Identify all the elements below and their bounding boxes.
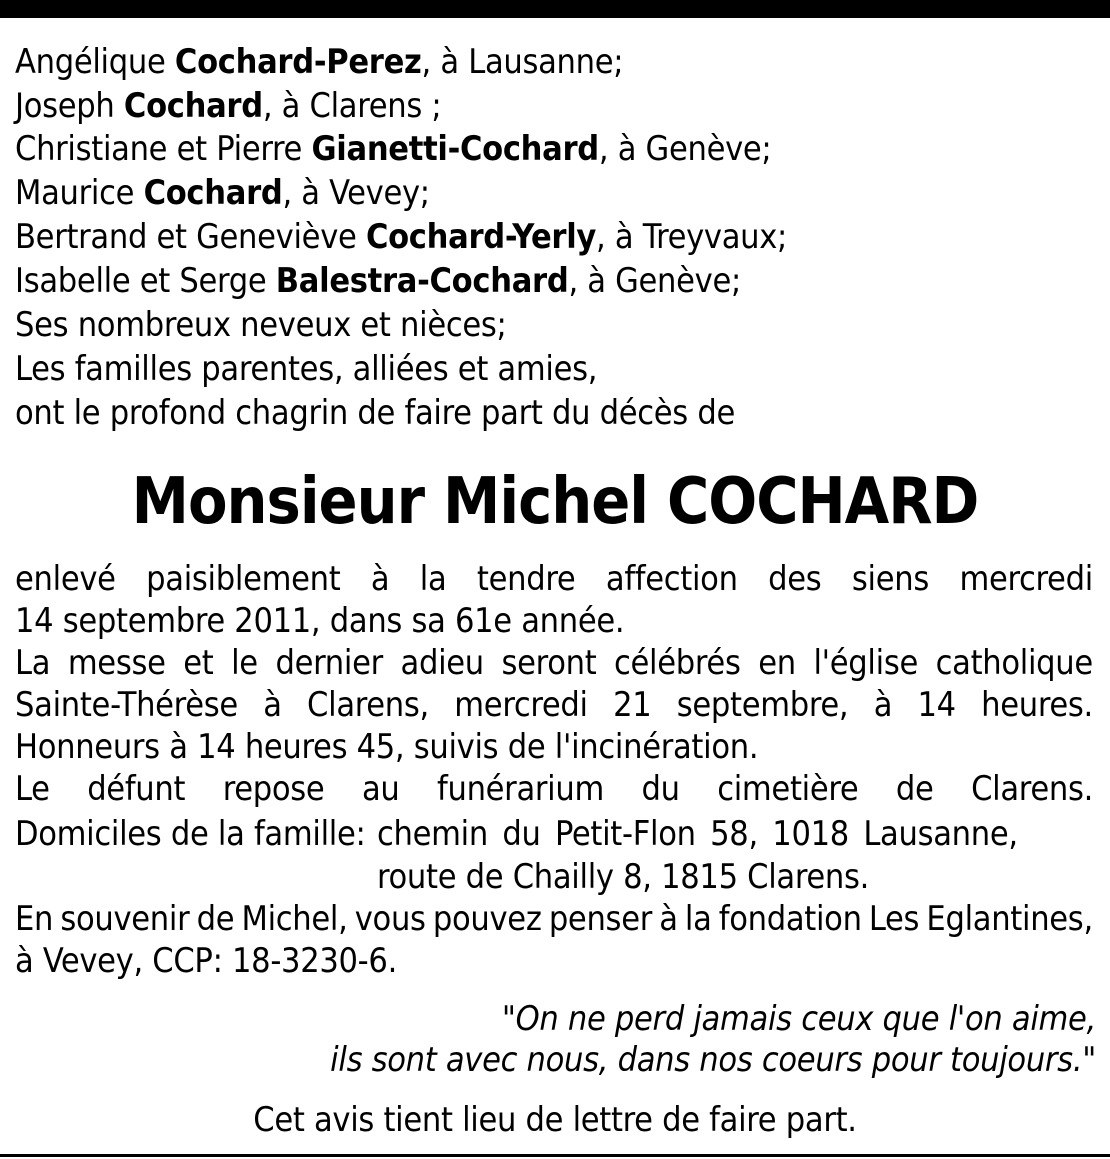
place: , à Clarens ; (262, 86, 442, 126)
word: du (641, 769, 680, 809)
word: Le (15, 769, 50, 809)
family-line (15, 127, 771, 171)
place: , à Vevey; (282, 173, 430, 213)
word: penser (548, 899, 652, 939)
announce-line: ont le profond chagrin de faire part du décès de (15, 393, 736, 433)
word: dernier (275, 643, 383, 683)
body-line-6 (15, 767, 1093, 811)
word: heures. (981, 685, 1093, 725)
word: à (659, 899, 678, 939)
word: de (895, 769, 934, 809)
word: vous (354, 899, 426, 939)
place: , à Treyvaux; (596, 217, 788, 257)
word: pouvez (432, 899, 542, 939)
nephews-line: Ses nombreux neveux et nièces; (15, 305, 507, 345)
surname: Cochard (143, 173, 283, 213)
closing-line: Cet avis tient lieu de lettre de faire part. (253, 1100, 857, 1140)
first-names: Angélique (15, 42, 175, 82)
word: septembre, (676, 685, 849, 725)
word: mercredi (454, 685, 588, 725)
word: et (183, 643, 214, 683)
place: , à Lausanne; (421, 42, 624, 82)
word: 14 (917, 685, 956, 725)
word: Sainte-Thérèse (15, 685, 238, 725)
word: adieu (400, 643, 484, 683)
quote-line-2: ils sont avec nous, dans nos coeurs pour toujours." (330, 1040, 1096, 1080)
word: des (768, 559, 822, 599)
word: seront (501, 643, 597, 683)
word: souvenir (60, 899, 190, 939)
surname: Cochard-Yerly (365, 217, 597, 257)
bottom-rule (0, 1154, 1110, 1157)
first-names: Joseph (15, 86, 124, 126)
word: En (15, 899, 54, 939)
word: siens (851, 559, 929, 599)
word: enlevé (15, 559, 116, 599)
word: Eglantines, (926, 899, 1093, 939)
word: La (15, 643, 51, 683)
place: , à Genève; (568, 261, 741, 301)
word: 21 (613, 685, 652, 725)
word: tendre (476, 559, 576, 599)
word: la (684, 899, 712, 939)
word: repose (222, 769, 325, 809)
body-line-2: 14 septembre 2011, dans sa 61e année. (15, 601, 625, 641)
place: , à Genève; (598, 129, 772, 169)
relatives-line: Les familles parentes, alliées et amies, (15, 349, 598, 389)
domicile-label: Domiciles de la famille: (15, 814, 366, 854)
word: mercredi (959, 559, 1093, 599)
body-line-4 (15, 683, 1093, 727)
top-rule (0, 0, 1110, 18)
word: au (361, 769, 400, 809)
first-names: Christiane et Pierre (15, 129, 312, 169)
word: en (758, 643, 796, 683)
family-line (15, 215, 787, 259)
body-line-9 (15, 897, 1093, 941)
word: l'église (813, 643, 918, 683)
surname: Cochard-Perez (174, 42, 422, 82)
word: de (196, 899, 235, 939)
first-names: Bertrand et Geneviève (15, 217, 366, 257)
word: Clarens. (971, 769, 1093, 809)
word: funérarium (437, 769, 604, 809)
first-names: Isabelle et Serge (15, 261, 276, 301)
word: Michel, (241, 899, 348, 939)
surname: Cochard (123, 86, 263, 126)
body-line-5: Honneurs à 14 heures 45, suivis de l'incinération. (15, 727, 759, 767)
family-line (15, 84, 441, 128)
word: paisiblement (146, 559, 341, 599)
quote-line-1: "On ne perd jamais ceux que l'on aime, (501, 999, 1096, 1039)
word: célébrés (614, 643, 741, 683)
first-names: Maurice (15, 173, 144, 213)
word: affection (605, 559, 738, 599)
word: messe (67, 643, 166, 683)
word: défunt (87, 769, 186, 809)
address-line-1: chemin du Petit-Flon 58, 1018 Lausanne, (377, 814, 1018, 854)
word: à (873, 685, 893, 725)
word: à (263, 685, 282, 725)
body-line-3 (15, 641, 1093, 685)
word: la (419, 559, 447, 599)
deceased-name: Monsieur Michel COCHARD (131, 465, 979, 539)
word: cimetière (717, 769, 859, 809)
word: à (370, 559, 390, 599)
family-line (15, 40, 623, 84)
word: catholique (935, 643, 1093, 683)
surname: Balestra-Cochard (275, 261, 569, 301)
family-line (15, 171, 430, 215)
word: Les (868, 899, 920, 939)
word: le (231, 643, 258, 683)
address-line-2: route de Chailly 8, 1815 Clarens. (377, 857, 870, 897)
family-line (15, 259, 741, 303)
word: fondation (718, 899, 862, 939)
body-line-1 (15, 557, 1093, 601)
surname: Gianetti-Cochard (311, 129, 599, 169)
word: Clarens, (307, 685, 429, 725)
body-line-10: à Vevey, CCP: 18-3230-6. (15, 941, 397, 981)
